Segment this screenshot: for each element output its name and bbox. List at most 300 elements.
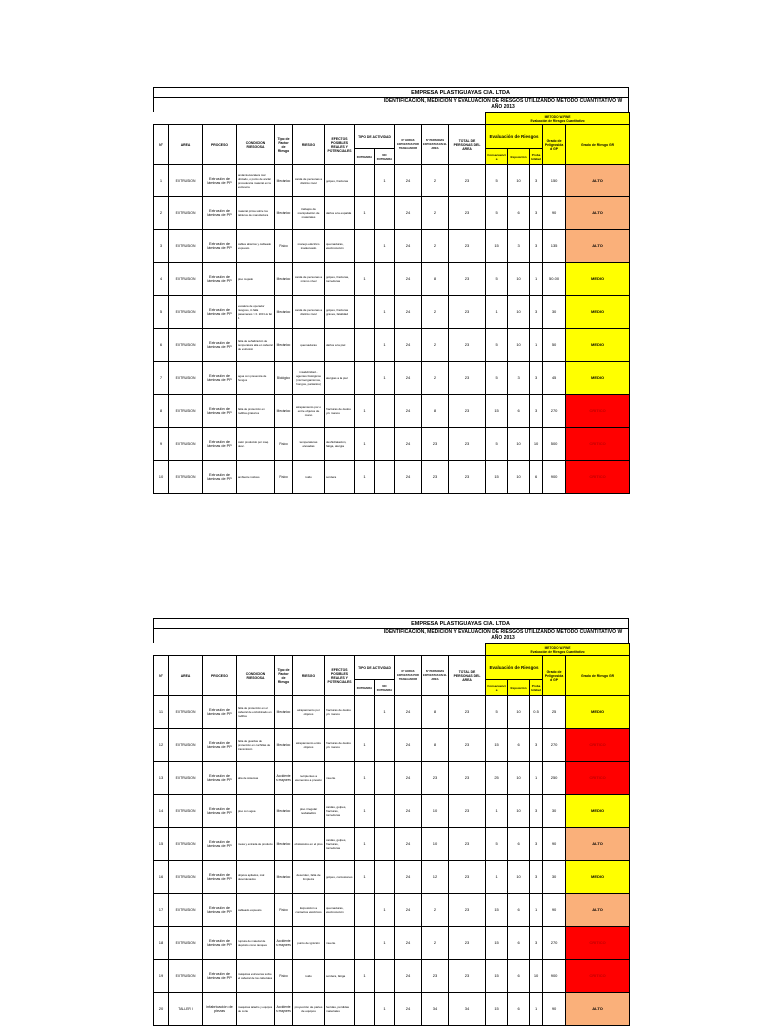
row-consecuencia: 15 — [486, 461, 508, 494]
row-riesgo: caída de personas a distinto nivel — [293, 296, 325, 329]
row-efectos: muerte — [325, 762, 355, 795]
row-exposicion: 10 — [508, 861, 530, 894]
row-number: 11 — [154, 696, 169, 729]
row-riesgo: atrapamiento por objetos — [293, 696, 325, 729]
row-no-rutinaria — [375, 960, 395, 993]
row-total: 23 — [449, 362, 486, 395]
row-consecuencia: 5 — [486, 329, 508, 362]
row-total: 23 — [449, 329, 486, 362]
row-number: 6 — [154, 329, 169, 362]
row-proceso: Extrusión de láminas de PP — [203, 762, 237, 795]
row-total: 23 — [449, 828, 486, 861]
row-efectos: sordera, fatiga — [325, 960, 355, 993]
row-horas: 24 — [395, 296, 422, 329]
row-rutinaria: 1 — [355, 861, 375, 894]
row-tipo-factor: Mecánico — [275, 828, 293, 861]
row-efectos: daños a la espalda — [325, 197, 355, 230]
row-efectos: golpes, fracturas — [325, 165, 355, 197]
row-area: EXTRUSION — [169, 263, 203, 296]
row-efectos: alergias a la piel — [325, 362, 355, 395]
row-grado-riesgo: ALTO — [566, 828, 630, 861]
row-horas: 24 — [395, 762, 422, 795]
row-tipo-factor: Accidentes mayores — [275, 993, 293, 1026]
row-probabilidad: 3 — [530, 362, 543, 395]
row-exposicion: 10 — [508, 696, 530, 729]
row-condicion: falta de señalización de temperatura alta en cabezal de extrusión — [237, 329, 275, 362]
header-no-rutinaria: NO RUTINARIA — [375, 680, 395, 696]
row-grado-peligrosidad: 30 — [543, 296, 566, 329]
row-riesgo: temperaturas elevadas — [293, 428, 325, 461]
row-rutinaria — [355, 993, 375, 1026]
row-condicion: agua con presencia de hongos — [237, 362, 275, 395]
row-tipo-factor: Físico — [275, 428, 293, 461]
row-exposicion: 10 — [508, 165, 530, 197]
row-grado-peligrosidad: 90 — [543, 894, 566, 927]
row-exposicion: 6 — [508, 894, 530, 927]
row-consecuencia: 5 — [486, 428, 508, 461]
row-exposicion: 3 — [508, 362, 530, 395]
row-condicion: piso mojado — [237, 263, 275, 296]
row-horas: 24 — [395, 165, 422, 197]
metodo-label: METODO W.FINE Evaluación de Riesgos Cuantitativo — [486, 113, 630, 125]
row-efectos: golpes, contusiones — [325, 861, 355, 894]
row-grado-riesgo: MEDIO — [566, 263, 630, 296]
table-row — [154, 395, 630, 428]
row-grado-peligrosidad: 270 — [543, 395, 566, 428]
row-proceso: Extrusión de láminas de PP — [203, 395, 237, 428]
row-condicion: cables abiertos y cableado expuesto — [237, 230, 275, 263]
row-area: EXTRUSION — [169, 362, 203, 395]
row-riesgo: caída de personas a mismo nivel — [293, 263, 325, 296]
table-row — [154, 828, 630, 861]
row-proceso: Extrusión de láminas de PP — [203, 729, 237, 762]
row-area: EXTRUSION — [169, 197, 203, 230]
row-grado-riesgo: CRITICO — [566, 428, 630, 461]
row-exposicion: 6 — [508, 960, 530, 993]
row-proceso: Extrusión de láminas de PP — [203, 165, 237, 197]
row-grado-riesgo: ALTO — [566, 894, 630, 927]
row-grado-peligrosidad: 50 — [543, 329, 566, 362]
row-probabilidad: 10 — [530, 960, 543, 993]
row-total: 23 — [449, 230, 486, 263]
row-proceso: Extrusión de láminas de PP — [203, 795, 237, 828]
row-number: 13 — [154, 762, 169, 795]
row-number: 15 — [154, 828, 169, 861]
row-exposicion: 10 — [508, 762, 530, 795]
sheet-title: IDENTIFICACION, MEDICION Y EVALUACION DE RIESGOS UTILIZANDO METODO CUANTITATIVO W AÑO 2013 — [153, 628, 629, 643]
row-rutinaria — [355, 362, 375, 395]
row-probabilidad: 3 — [530, 395, 543, 428]
row-proceso: Extrusión de láminas de PP — [203, 828, 237, 861]
row-personas: 2 — [422, 230, 449, 263]
row-rutinaria: 1 — [355, 729, 375, 762]
row-total: 23 — [449, 960, 486, 993]
row-area: EXTRUSION — [169, 927, 203, 960]
header-condicion: CONDICION RIESGOSA — [237, 125, 275, 165]
table-row — [154, 461, 630, 494]
row-efectos: quemaduras, electrocución — [325, 894, 355, 927]
row-consecuencia: 15 — [486, 395, 508, 428]
row-proceso: Extrusión de láminas de PP — [203, 296, 237, 329]
header-grado-peligrosidad: Grado de Peligrosidad GP — [543, 656, 566, 696]
row-grado-riesgo: CRITICO — [566, 461, 630, 494]
table-row — [154, 894, 630, 927]
row-rutinaria: 1 — [355, 263, 375, 296]
row-probabilidad: 1 — [530, 993, 543, 1026]
row-grado-riesgo: ALTO — [566, 197, 630, 230]
row-horas: 24 — [395, 230, 422, 263]
row-horas: 24 — [395, 993, 422, 1026]
header-horas: N° HORAS EXPUESTAS POR TRABAJADOR — [395, 125, 422, 165]
row-tipo-factor: Mecánico — [275, 729, 293, 762]
row-condicion: ruptura de material de depósito como tanques — [237, 927, 275, 960]
row-exposicion: 6 — [508, 927, 530, 960]
row-total: 23 — [449, 795, 486, 828]
row-consecuencia: 5 — [486, 263, 508, 296]
row-tipo-factor: Físico — [275, 230, 293, 263]
row-probabilidad: 3 — [530, 927, 543, 960]
row-personas: 8 — [422, 729, 449, 762]
row-condicion: piso con agua — [237, 795, 275, 828]
row-area: EXTRUSION — [169, 960, 203, 993]
row-no-rutinaria: 1 — [375, 329, 395, 362]
header-n: N° — [154, 125, 169, 165]
row-rutinaria — [355, 696, 375, 729]
row-area: EXTRUSION — [169, 729, 203, 762]
row-grado-riesgo: CRITICO — [566, 729, 630, 762]
row-number: 4 — [154, 263, 169, 296]
header-probabilidad: Probabilidad — [530, 149, 543, 165]
row-tipo-factor: Accidentes mayores — [275, 927, 293, 960]
row-grado-riesgo: MEDIO — [566, 362, 630, 395]
row-riesgo: obstáculos en el piso — [293, 828, 325, 861]
row-proceso: Extrusión de láminas de PP — [203, 861, 237, 894]
row-grado-peligrosidad: 250 — [543, 762, 566, 795]
company-name: EMPRESA PLASTIGUAYAS CIA. LTDA — [153, 618, 629, 628]
table-row — [154, 329, 630, 362]
table-row — [154, 927, 630, 960]
row-condicion: falta de guardas de protección en cuchillas de transmisión — [237, 729, 275, 762]
row-consecuencia: 15 — [486, 993, 508, 1026]
row-consecuencia: 5 — [486, 696, 508, 729]
row-total: 23 — [449, 395, 486, 428]
row-number: 7 — [154, 362, 169, 395]
header-tipo-actividad: TIPO DE ACTIVIDAD — [355, 125, 395, 149]
row-exposicion: 10 — [508, 263, 530, 296]
row-area: EXTRUSION — [169, 762, 203, 795]
row-rutinaria: 1 — [355, 762, 375, 795]
row-horas: 24 — [395, 197, 422, 230]
row-grado-riesgo: ALTO — [566, 165, 630, 197]
row-condicion: alta de sistemas — [237, 762, 275, 795]
row-area: EXTRUSION — [169, 861, 203, 894]
table-row — [154, 165, 630, 197]
row-efectos: golpes, fracturas graves, fatalidad — [325, 296, 355, 329]
row-riesgo: atrapamiento entre objetos — [293, 729, 325, 762]
row-exposicion: 10 — [508, 461, 530, 494]
header-riesgo: RIESGO — [293, 656, 325, 696]
row-riesgo: insalubridad - agentes biológicos (microorganismos, hongos, parásitos) — [293, 362, 325, 395]
header-riesgo: RIESGO — [293, 125, 325, 165]
row-condicion: escalera de operador riesgoso, in falla pasamanos > 0. 200 Lts fat 1 — [237, 296, 275, 329]
row-grado-peligrosidad: 500 — [543, 428, 566, 461]
row-grado-peligrosidad: 25 — [543, 696, 566, 729]
risk-sheet-2 — [153, 618, 629, 1026]
row-horas: 24 — [395, 927, 422, 960]
row-number: 3 — [154, 230, 169, 263]
row-grado-peligrosidad: 90 — [543, 993, 566, 1026]
row-total: 23 — [449, 861, 486, 894]
row-proceso: Extrusión de láminas de PP — [203, 696, 237, 729]
row-rutinaria — [355, 165, 375, 197]
row-tipo-factor: Mecánico — [275, 696, 293, 729]
row-tipo-factor: Mecánico — [275, 329, 293, 362]
row-probabilidad: 6 — [530, 461, 543, 494]
row-proceso: Extrusión de láminas de PP — [203, 362, 237, 395]
row-number: 19 — [154, 960, 169, 993]
row-personas: 2 — [422, 362, 449, 395]
row-probabilidad: 1 — [530, 263, 543, 296]
row-condicion: andamio/escalera mal ubicado, o punto de anclar procedencia material en la extrusora — [237, 165, 275, 197]
row-horas: 24 — [395, 894, 422, 927]
row-condicion: máquinas extrusoras sobre el cabezal de los cabezales — [237, 960, 275, 993]
row-consecuencia: 15 — [486, 927, 508, 960]
row-total: 23 — [449, 894, 486, 927]
row-riesgo: trabajos de manipulación de materiales — [293, 197, 325, 230]
row-number: 17 — [154, 894, 169, 927]
header-tipo-factor: Tipo de Factor de Riesgo — [275, 125, 293, 165]
header-probabilidad: Probabilidad — [530, 680, 543, 696]
row-grado-riesgo: ALTO — [566, 230, 630, 263]
row-total: 23 — [449, 296, 486, 329]
row-proceso: Extrusión de láminas de PP — [203, 329, 237, 362]
row-grado-riesgo: MEDIO — [566, 696, 630, 729]
row-no-rutinaria — [375, 729, 395, 762]
row-riesgo: proyección de partes de equipos — [293, 993, 325, 1026]
row-area: EXTRUSION — [169, 329, 203, 362]
row-grado-riesgo: CRITICO — [566, 395, 630, 428]
row-total: 23 — [449, 729, 486, 762]
row-grado-peligrosidad: 900 — [543, 461, 566, 494]
row-area: EXTRUSION — [169, 428, 203, 461]
row-grado-riesgo: MEDIO — [566, 795, 630, 828]
row-no-rutinaria — [375, 828, 395, 861]
row-grado-riesgo: ALTO — [566, 993, 630, 1026]
row-consecuencia: 1 — [486, 795, 508, 828]
row-no-rutinaria: 1 — [375, 993, 395, 1026]
row-no-rutinaria — [375, 861, 395, 894]
risk-table — [153, 643, 630, 1026]
row-personas: 12 — [422, 861, 449, 894]
row-proceso: Extrusión de láminas de PP — [203, 927, 237, 960]
row-area: TALLER I — [169, 993, 203, 1026]
header-evaluacion: Evaluación de Riesgos — [486, 125, 543, 149]
row-total: 23 — [449, 263, 486, 296]
row-total: 23 — [449, 696, 486, 729]
row-probabilidad: 1 — [530, 762, 543, 795]
row-riesgo: desorden, falta de limpieza — [293, 861, 325, 894]
row-consecuencia: 5 — [486, 828, 508, 861]
row-proceso: Extrusión de láminas de PP — [203, 197, 237, 230]
row-no-rutinaria: 1 — [375, 165, 395, 197]
header-condicion: CONDICION RIESGOSA — [237, 656, 275, 696]
row-personas: 8 — [422, 395, 449, 428]
header-rutinaria: RUTINARIA — [355, 149, 375, 165]
table-row — [154, 993, 630, 1026]
header-tipo-factor: Tipo de Factor de Riesgo — [275, 656, 293, 696]
row-number: 5 — [154, 296, 169, 329]
row-area: EXTRUSION — [169, 828, 203, 861]
table-row — [154, 696, 630, 729]
row-personas: 2 — [422, 927, 449, 960]
row-tipo-factor: Físico — [275, 960, 293, 993]
header-grado-riesgo: Grado de Riesgo GR — [566, 656, 630, 696]
row-consecuencia: 1 — [486, 296, 508, 329]
row-condicion: falta de protección en rodillos giratorios — [237, 395, 275, 428]
row-consecuencia: 5 — [486, 362, 508, 395]
table-row — [154, 729, 630, 762]
header-proceso: PROCESO — [203, 656, 237, 696]
table-row — [154, 762, 630, 795]
row-efectos: deshidratación, fatiga, alergia — [325, 428, 355, 461]
row-rutinaria: 1 — [355, 960, 375, 993]
row-area: EXTRUSION — [169, 395, 203, 428]
row-no-rutinaria: 1 — [375, 894, 395, 927]
table-row — [154, 795, 630, 828]
table-row — [154, 428, 630, 461]
row-personas: 2 — [422, 329, 449, 362]
risk-table — [153, 112, 630, 494]
row-no-rutinaria — [375, 395, 395, 428]
row-personas: 23 — [422, 960, 449, 993]
row-area: EXTRUSION — [169, 696, 203, 729]
row-riesgo: punto de ignición — [293, 927, 325, 960]
table-row — [154, 362, 630, 395]
row-tipo-factor: Físico — [275, 894, 293, 927]
row-grado-peligrosidad: 90 — [543, 197, 566, 230]
sheet-title: IDENTIFICACION, MEDICION Y EVALUACION DE RIESGOS UTILIZANDO METODO CUANTITATIVO W AÑO 2013 — [153, 97, 629, 112]
table-row — [154, 296, 630, 329]
header-consecuencia: Consecuencia — [486, 149, 508, 165]
row-no-rutinaria: 1 — [375, 927, 395, 960]
row-consecuencia: 15 — [486, 230, 508, 263]
row-rutinaria — [355, 296, 375, 329]
row-tipo-factor: Biológico — [275, 362, 293, 395]
row-horas: 24 — [395, 696, 422, 729]
row-rutinaria: 1 — [355, 428, 375, 461]
row-number: 16 — [154, 861, 169, 894]
row-proceso: Extrusión de láminas de PP — [203, 230, 237, 263]
row-no-rutinaria: 1 — [375, 230, 395, 263]
row-horas: 24 — [395, 960, 422, 993]
row-tipo-factor: Accidentes mayores — [275, 762, 293, 795]
row-horas: 24 — [395, 329, 422, 362]
row-riesgo: atrapamiento por o entre objetos de mano — [293, 395, 325, 428]
row-personas: 2 — [422, 296, 449, 329]
row-rutinaria: 1 — [355, 461, 375, 494]
header-horas: N° HORAS EXPUESTAS POR TRABAJADOR — [395, 656, 422, 696]
row-exposicion: 6 — [508, 197, 530, 230]
row-probabilidad: 1 — [530, 894, 543, 927]
row-personas: 2 — [422, 197, 449, 230]
header-personas: N° PERSONAS EXPUESTAS EN EL AREA — [422, 656, 449, 696]
row-probabilidad: 3 — [530, 197, 543, 230]
row-total: 23 — [449, 428, 486, 461]
row-rutinaria: 1 — [355, 795, 375, 828]
row-no-rutinaria — [375, 461, 395, 494]
row-consecuencia: 5 — [486, 197, 508, 230]
row-grado-riesgo: MEDIO — [566, 861, 630, 894]
header-tipo-actividad: TIPO DE ACTIVIDAD — [355, 656, 395, 680]
row-riesgo: piso irregular resbaladizo — [293, 795, 325, 828]
header-efectos: EFECTOS POSIBLES REALES Y POTENCIALES — [325, 656, 355, 696]
row-no-rutinaria: 1 — [375, 362, 395, 395]
row-rutinaria: 1 — [355, 197, 375, 230]
row-condicion: cableado expuesto — [237, 894, 275, 927]
row-personas: 2 — [422, 165, 449, 197]
row-no-rutinaria: 1 — [375, 296, 395, 329]
row-exposicion: 10 — [508, 428, 530, 461]
row-rutinaria — [355, 230, 375, 263]
row-total: 23 — [449, 927, 486, 960]
table-row — [154, 960, 630, 993]
row-proceso: Extrusión de láminas de PP — [203, 263, 237, 296]
row-probabilidad: 3 — [530, 729, 543, 762]
row-tipo-factor: Mecánico — [275, 165, 293, 197]
row-number: 14 — [154, 795, 169, 828]
row-efectos: fracturas de dedos y/o manos — [325, 696, 355, 729]
row-personas: 34 — [422, 993, 449, 1026]
table-row — [154, 263, 630, 296]
row-number: 10 — [154, 461, 169, 494]
row-consecuencia: 1 — [486, 861, 508, 894]
row-riesgo: manejo eléctrico inadecuado — [293, 230, 325, 263]
row-grado-riesgo: CRITICO — [566, 762, 630, 795]
row-no-rutinaria — [375, 762, 395, 795]
row-grado-peligrosidad: 270 — [543, 927, 566, 960]
header-efectos: EFECTOS POSIBLES REALES Y POTENCIALES — [325, 125, 355, 165]
row-probabilidad: 3 — [530, 828, 543, 861]
row-efectos: heridas, pérdidas materiales — [325, 993, 355, 1026]
row-proceso: Extrusión de láminas de PP — [203, 461, 237, 494]
header-area: AREA — [169, 656, 203, 696]
table-row — [154, 197, 630, 230]
row-tipo-factor: Mecánico — [275, 263, 293, 296]
row-tipo-factor: Mecánico — [275, 795, 293, 828]
row-exposicion: 10 — [508, 795, 530, 828]
header-exposicion: Exposición — [508, 680, 530, 696]
row-probabilidad: 3 — [530, 230, 543, 263]
row-horas: 24 — [395, 362, 422, 395]
row-horas: 24 — [395, 828, 422, 861]
row-personas: 23 — [422, 461, 449, 494]
row-rutinaria: 1 — [355, 395, 375, 428]
metodo-label: METODO W.FINE Evaluación de Riesgos Cuantitativo — [486, 644, 630, 656]
header-grado-riesgo: Grado de Riesgo GR — [566, 125, 630, 165]
row-number: 1 — [154, 165, 169, 197]
header-personas: N° PERSONAS EXPUESTAS EN EL AREA — [422, 125, 449, 165]
row-personas: 8 — [422, 696, 449, 729]
row-riesgo: ruido — [293, 960, 325, 993]
row-proceso: infabricación de piezas — [203, 993, 237, 1026]
header-exposicion: Exposición — [508, 149, 530, 165]
row-area: EXTRUSION — [169, 894, 203, 927]
row-horas: 24 — [395, 729, 422, 762]
row-efectos: caídas, golpes, fracturas, torceduras — [325, 795, 355, 828]
row-horas: 24 — [395, 395, 422, 428]
row-efectos: golpes, fracturas, torceduras — [325, 263, 355, 296]
row-personas: 23 — [422, 762, 449, 795]
